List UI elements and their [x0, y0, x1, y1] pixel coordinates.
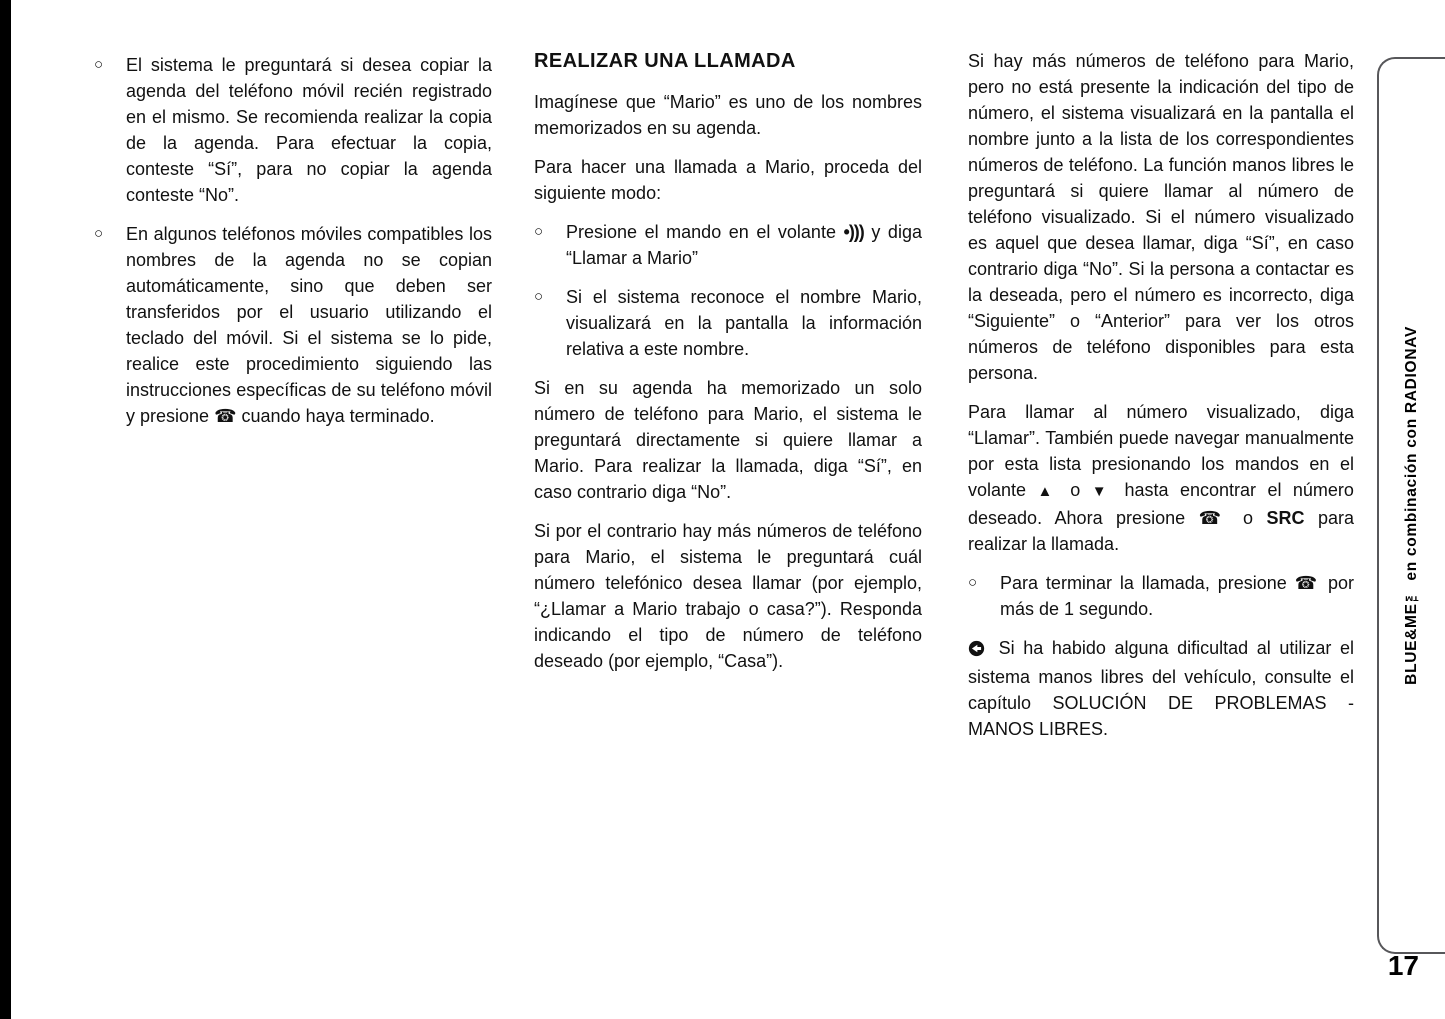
phone-handset-icon: ☎ — [214, 406, 237, 426]
paragraph: Si hay más números de teléfono para Mario, pero no está presente la indicación del tipo de número, el sistema visualizará en la pantalla el nombre junto a la lista de los correspondientes números de teléfono. La función manos libres le preguntará si quiere llamar al número de teléfono visualizado. Si el número visualizado es aquel que desea llamar, diga “Sí”, en caso contrario diga “No”. Si la persona a contactar es la deseada, pero el número es incorrecto, diga “Siguiente” o “Anterior” para ver los otros números de teléfono disponibles para esta persona. — [968, 51, 1354, 383]
paragraph-text: En algunos teléfonos móviles compatibles los nombres de la agenda no se copian automáticamente, sino que deben ser transferidos por el usuario utilizando el teclado del móvil. Si el sistema se lo pide, realice este procedimiento siguiendo las instrucciones específicas de su teléfono móvil y presione — [126, 224, 492, 426]
list-item — [534, 219, 922, 271]
src-button-label: SRC — [1266, 508, 1305, 528]
list-item — [94, 221, 492, 429]
down-arrow-icon: ▼ — [1091, 483, 1114, 500]
circle-bullet-icon: ○ — [968, 574, 978, 591]
paragraph: Si en su agenda ha memorizado un solo número de teléfono para Mario, el sistema le preguntará directamente si quiere llamar a Mario. Para realizar la llamada, diga “Sí”, en caso contrario diga “No”. — [534, 378, 922, 502]
chapter-tab — [1377, 57, 1445, 954]
paragraph-text: hasta encontrar el número deseado. Ahora presione — [968, 480, 1354, 528]
paragraph-text: y diga “Llamar a Mario” — [566, 222, 922, 268]
circle-bullet-icon: ○ — [534, 288, 544, 305]
page-number: 17 — [1387, 950, 1419, 981]
paragraph-text: cuando haya terminado. — [241, 406, 435, 426]
paragraph — [1000, 570, 1354, 622]
paragraph: Imagínese que “Mario” es uno de los nombres memorizados en su agenda. — [534, 92, 922, 138]
list-item — [534, 284, 922, 362]
column-right — [968, 48, 1354, 755]
paragraph-text: para realizar la llamada. — [968, 508, 1355, 554]
circle-bullet-icon: ○ — [534, 223, 544, 240]
list-item — [968, 570, 1354, 622]
paragraph: Si el sistema reconoce el nombre Mario, visualizará en la pantalla la información relativa a este nombre. — [566, 287, 922, 359]
paragraph-text: Presione el mando en el volante — [566, 222, 836, 242]
paragraph-text: por más de 1 segundo. — [1000, 573, 1354, 619]
section-heading: REALIZAR UNA LLAMADA — [534, 50, 796, 72]
voice-command-icon: •))) — [843, 222, 864, 242]
paragraph-text: o — [1070, 480, 1081, 500]
paragraph — [968, 399, 1354, 557]
circle-bullet-icon: ○ — [94, 56, 104, 73]
paragraph: Para hacer una llamada a Mario, proceda del siguiente modo: — [534, 157, 922, 203]
paragraph-text: Para terminar la llamada, presione — [1000, 573, 1287, 593]
paragraph: Si por el contrario hay más números de teléfono para Mario, el sistema le preguntará cuál número telefónico desea llamar (por ejemplo, “¿Llamar a Mario trabajo o casa?”). Responda indicando el tipo de número de teléfono deseado (por ejemplo, “Casa”). — [534, 521, 922, 671]
paragraph — [566, 219, 922, 271]
phone-handset-icon: ☎ — [1294, 573, 1321, 593]
phone-handset-icon: ☎ — [1198, 508, 1230, 528]
chapter-tab-label: BLUE&ME™ en combinación con RADIONAV — [1403, 326, 1420, 685]
paragraph-text: o — [1242, 508, 1253, 528]
note-arrow-icon — [968, 638, 985, 664]
circle-bullet-icon: ○ — [94, 225, 104, 242]
column-left — [94, 52, 492, 442]
up-arrow-icon: ▲ — [1037, 483, 1059, 500]
column-middle — [534, 48, 922, 687]
paragraph — [126, 221, 492, 429]
paragraph-text: Para llamar al número visualizado, diga “Llamar”. También puede navegar manualmente por esta lista presionando los mandos en el volante — [968, 402, 1354, 500]
page-spine-bar — [0, 0, 11, 1019]
list-item — [94, 52, 492, 208]
paragraph: El sistema le preguntará si desea copiar la agenda del teléfono móvil recién registrado en el mismo. Se recomienda realizar la copia de la agenda. Para efectuar la copia, conteste “Sí”, para no copiar la agenda conteste “No”. — [126, 55, 492, 205]
note-paragraph — [968, 635, 1354, 742]
paragraph-text: Si ha habido alguna dificultad al utilizar el sistema manos libres del vehículo, consulte el capítulo SOLUCIÓN DE PROBLEMAS - MANOS LIBRES. — [968, 638, 1354, 739]
